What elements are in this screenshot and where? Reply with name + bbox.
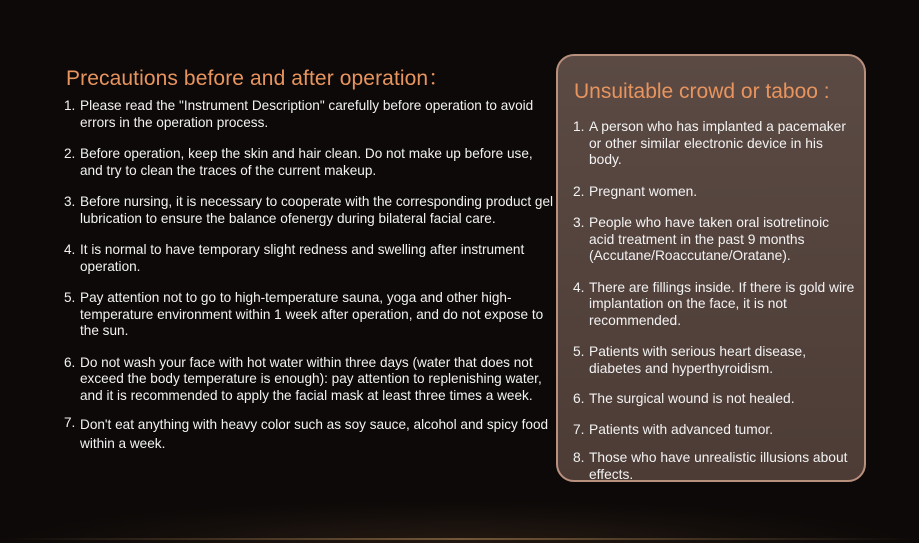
taboo-item: [573, 215, 857, 265]
item-number: 5.: [573, 344, 585, 359]
taboo-item: [573, 391, 857, 408]
item-text: Pregnant women.: [589, 183, 698, 199]
item-text: Before nursing, it is necessary to cooperate with the corresponding product gel lubrication to ensure the balance ofenergy during bilateral facial care.: [80, 194, 554, 226]
item-number: 6.: [573, 391, 585, 406]
item-number: 1.: [64, 98, 76, 113]
item-number: 5.: [64, 290, 76, 305]
item-text: A person who has implanted a pacemaker or other similar electronic device in his body.: [589, 119, 846, 167]
precautions-list: [64, 98, 554, 468]
item-number: 8.: [573, 450, 585, 465]
taboo-item: [573, 422, 857, 439]
item-number: 4.: [64, 242, 76, 257]
item-text: Pay attention not to go to high-temperature sauna, yoga and other high-temperature environment within 1 week after operation, and do not expose to the sun.: [80, 290, 544, 338]
precaution-item: [64, 194, 554, 227]
item-number: 6.: [64, 354, 76, 370]
precaution-item: [64, 290, 554, 340]
item-number: 2.: [573, 183, 585, 199]
item-number: 2.: [64, 146, 76, 161]
item-number: 7.: [573, 421, 585, 437]
item-text: Those who have unrealistic illusions about effects.: [589, 450, 848, 482]
item-number: 3.: [573, 215, 585, 230]
item-number: 7.: [64, 415, 76, 430]
item-number: 4.: [573, 279, 585, 295]
item-text: It is normal to have temporary slight redness and swelling after instrument operation.: [80, 242, 525, 274]
taboo-list: [573, 119, 857, 498]
taboo-item: [573, 184, 857, 201]
taboo-item: [573, 344, 857, 377]
item-number: 1.: [573, 119, 585, 134]
item-text: Please read the "Instrument Description" carefully before operation to avoid errors in the operation process.: [80, 98, 534, 130]
precaution-item: [64, 242, 554, 275]
bottom-divider: [0, 538, 919, 540]
item-number: 3.: [64, 194, 76, 209]
item-text: Patients with serious heart disease, diabetes and hyperthyroidism.: [589, 344, 807, 376]
taboo-item: [573, 280, 857, 330]
precaution-item: [64, 146, 554, 179]
taboo-title: Unsuitable crowd or taboo :: [574, 80, 830, 103]
item-text: Before operation, keep the skin and hair clean. Do not make up before use, and try to clean the traces of the current makeup.: [80, 146, 533, 178]
precaution-item: [64, 355, 554, 405]
precaution-item: [64, 415, 554, 453]
item-text: Don't eat anything with heavy color such as soy sauce, alcohol and spicy food within a week.: [80, 417, 549, 451]
precaution-item: [64, 98, 554, 131]
precautions-title: Precautions before and after operation：: [66, 67, 450, 90]
taboo-item: [573, 450, 857, 483]
item-text: Patients with advanced tumor.: [589, 421, 774, 437]
item-text: There are fillings inside. If there is gold wire implantation on the face, it is not recommended.: [589, 279, 855, 328]
item-text: Do not wash your face with hot water within three days (water that does not exceed the body temperature is enough): pay attention to replenishing water, and it is recommended to apply the facial mask at least three times a week.: [80, 354, 542, 403]
taboo-item: [573, 119, 857, 169]
item-text: The surgical wound is not healed.: [589, 391, 795, 406]
item-text: People who have taken oral isotretinoic acid treatment in the past 9 months (Accutane/Roaccutane/Oratane).: [589, 215, 830, 263]
